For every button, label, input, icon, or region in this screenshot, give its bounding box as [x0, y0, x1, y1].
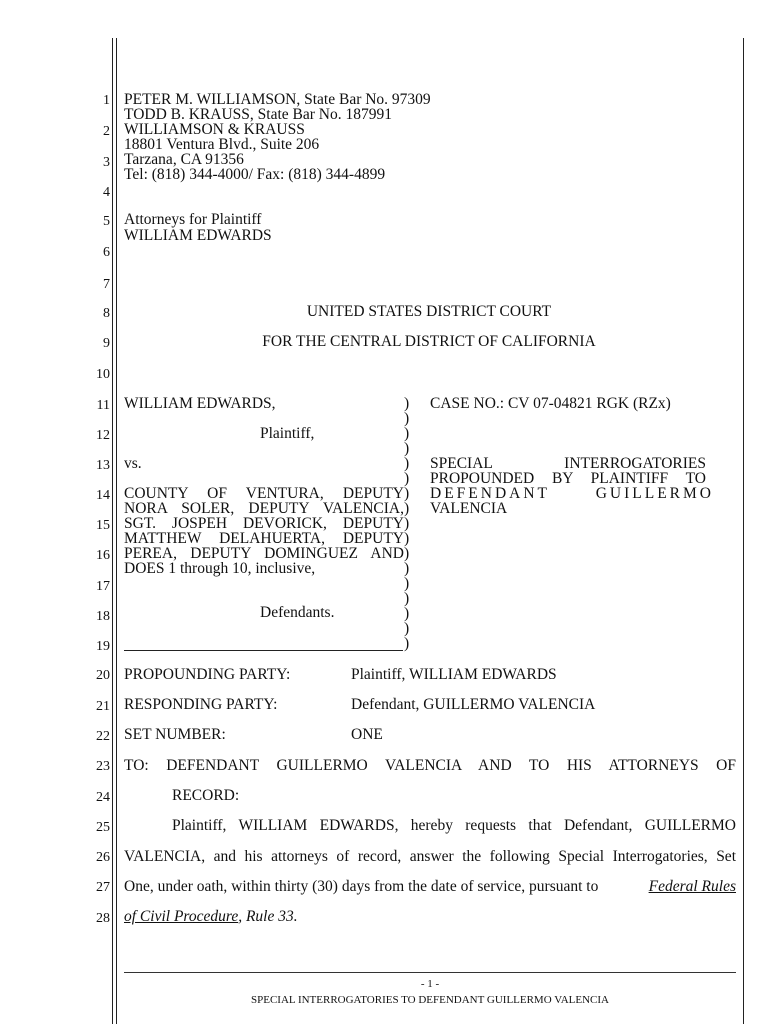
to-record: RECORD:	[172, 787, 240, 804]
paren: )	[404, 470, 410, 487]
line-number: 26	[96, 850, 110, 865]
paren: )	[404, 575, 410, 592]
line-number: 8	[103, 306, 110, 321]
paren: )	[404, 590, 410, 607]
line-number: 19	[96, 639, 110, 654]
attorney-line: WILLIAMSON & KRAUSS	[124, 121, 305, 138]
line-number: 5	[103, 214, 110, 229]
paren: )	[404, 425, 410, 442]
right-margin-rule	[743, 38, 744, 1024]
document-title-line: VALENCIA	[430, 500, 508, 517]
paren: )	[404, 560, 410, 577]
paren: )	[404, 485, 410, 502]
attorneys-for-client: WILLIAM EDWARDS	[124, 227, 272, 244]
case-number: CASE NO.: CV 07-04821 RGK (RZx)	[430, 395, 671, 412]
line-number: 6	[103, 245, 110, 260]
attorneys-for-label: Attorneys for Plaintiff	[124, 211, 262, 228]
body-line	[124, 879, 736, 895]
line-number: 17	[96, 579, 110, 594]
paren: )	[404, 500, 410, 517]
line-number: 7	[103, 277, 110, 292]
body-line	[124, 909, 298, 925]
to-line: TO: DEFENDANT GUILLERMO VALENCIA AND TO HIS ATTORNEYS OF	[124, 757, 736, 774]
plaintiff-role: Plaintiff,	[260, 425, 315, 442]
propounding-party-value: Plaintiff, WILLIAM EDWARDS	[351, 666, 557, 683]
propounding-party-label: PROPOUNDING PARTY:	[124, 666, 291, 683]
federal-rules-citation: Federal Rules	[648, 878, 736, 895]
attorney-line: Tarzana, CA 91356	[124, 151, 244, 168]
document-title-line: PROPOUNDED BY PLAINTIFF TO	[430, 470, 706, 487]
defendants-line: PEREA, DEPUTY DOMINGUEZ AND	[124, 545, 404, 562]
line-number: 4	[103, 185, 110, 200]
line-number: 2	[103, 124, 110, 139]
set-number-label: SET NUMBER:	[124, 726, 226, 743]
line-number: 23	[96, 759, 110, 774]
paren: )	[404, 515, 410, 532]
line-number: 28	[96, 911, 110, 926]
caption-underline	[124, 650, 403, 651]
plaintiff-name: WILLIAM EDWARDS,	[124, 395, 276, 412]
court-name: UNITED STATES DISTRICT COURT	[306, 303, 552, 320]
defendants-role: Defendants.	[260, 604, 335, 621]
line-number: 21	[96, 699, 110, 714]
attorney-line: PETER M. WILLIAMSON, State Bar No. 97309	[124, 91, 431, 108]
line-number: 13	[96, 458, 110, 473]
body-line-text: One, under oath, within thirty (30) days from the date of service, pursuant to	[124, 878, 599, 895]
paren: )	[404, 635, 410, 652]
vs-label: vs.	[124, 455, 142, 472]
line-number: 12	[96, 428, 110, 443]
left-margin-rule-inner	[116, 38, 117, 1024]
paren: )	[404, 440, 410, 457]
attorney-line: Tel: (818) 344-4000/ Fax: (818) 344-4899	[124, 166, 386, 183]
line-number: 15	[96, 518, 110, 533]
defendants-line: COUNTY OF VENTURA, DEPUTY	[124, 485, 404, 502]
left-margin-rule-outer	[112, 38, 113, 1024]
body-line: Plaintiff, WILLIAM EDWARDS, hereby requests that Defendant, GUILLERMO	[172, 817, 736, 834]
line-number: 1	[103, 93, 110, 108]
paren: )	[404, 620, 410, 637]
paren: )	[404, 605, 410, 622]
line-number: 20	[96, 668, 110, 683]
document-title-line: SPECIAL INTERROGATORIES	[430, 455, 706, 472]
line-number: 18	[96, 609, 110, 624]
paren: )	[404, 455, 410, 472]
paren: )	[404, 395, 410, 412]
line-number: 9	[103, 336, 110, 351]
line-number: 24	[96, 790, 110, 805]
paren: )	[404, 545, 410, 562]
set-number-value: ONE	[351, 726, 383, 743]
footer-title: SPECIAL INTERROGATORIES TO DEFENDANT GUILLERMO VALENCIA	[250, 994, 610, 1006]
defendants-line: NORA SOLER, DEPUTY VALENCIA,	[124, 500, 404, 517]
line-number: 16	[96, 548, 110, 563]
civil-procedure-citation: of Civil Procedure	[124, 908, 239, 925]
line-number: 10	[96, 367, 110, 382]
line-number: 27	[96, 880, 110, 895]
document-title-line: DEFENDANT GUILLERMO	[430, 485, 714, 502]
line-number: 25	[96, 820, 110, 835]
line-number: 22	[96, 729, 110, 744]
court-district: FOR THE CENTRAL DISTRICT OF CALIFORNIA	[262, 333, 596, 350]
attorney-line: 18801 Ventura Blvd., Suite 206	[124, 136, 320, 153]
paren: )	[404, 530, 410, 547]
line-number: 11	[96, 398, 110, 413]
responding-party-label: RESPONDING PARTY:	[124, 696, 278, 713]
attorney-line: TODD B. KRAUSS, State Bar No. 187991	[124, 106, 392, 123]
line-number: 3	[103, 155, 110, 170]
page-number: - 1 -	[420, 978, 440, 990]
line-number: 14	[96, 488, 110, 503]
rule-citation: , Rule 33.	[238, 908, 298, 925]
defendants-line: DOES 1 through 10, inclusive,	[124, 560, 316, 577]
responding-party-value: Defendant, GUILLERMO VALENCIA	[351, 696, 596, 713]
defendants-line: MATTHEW DELAHUERTA, DEPUTY	[124, 530, 404, 547]
footer-rule	[124, 972, 736, 973]
paren: )	[404, 410, 410, 427]
defendants-line: SGT. JOSPEH DEVORICK, DEPUTY	[124, 515, 404, 532]
body-line: VALENCIA, and his attorneys of record, answer the following Special Interrogatories, Set	[124, 848, 736, 865]
